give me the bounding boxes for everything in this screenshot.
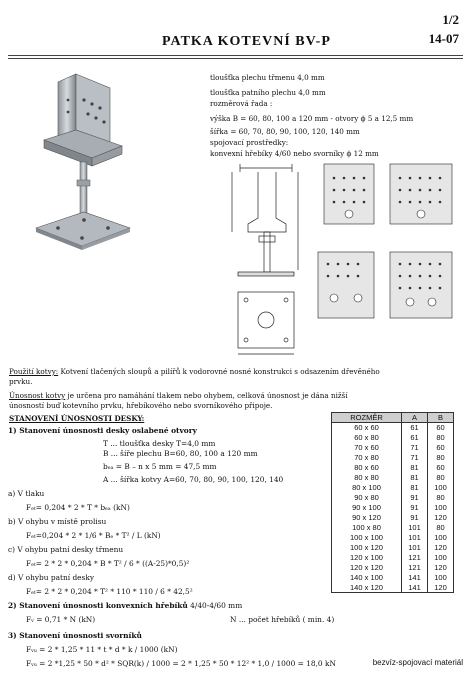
table-cell-a: 121 (402, 553, 428, 563)
calc-heading-1: 1) Stanovení únosnosti desky oslabené otvory (8, 426, 197, 435)
table-row (332, 453, 454, 463)
column-header-b: B (428, 413, 454, 423)
page-title: PATKA KOTEVNÍ BV-P (162, 34, 331, 49)
table-cell-b: 80 (428, 473, 454, 483)
table-cell-a: 91 (402, 513, 428, 523)
section-title: STANOVENÍ ÚNOSNOSTI DESKY: (9, 414, 145, 423)
table-cell-b: 80 (428, 493, 454, 503)
table-cell-size: 100 x 80 (332, 523, 402, 533)
usage-paragraph (9, 367, 384, 387)
table-cell-a: 91 (402, 503, 428, 513)
calc-b-line: B ... šíře plechu B=60, 80, 100 a 120 mm (103, 449, 258, 458)
spec-line: tloušťka patního plechu 4,0 mm (210, 88, 326, 97)
table-cell-size: 80 x 100 (332, 483, 402, 493)
calc-a-line: A ... šířka kotvy A=60, 70, 80, 90, 100, 120, 140 (103, 475, 284, 484)
table-cell-size: 140 x 100 (332, 573, 402, 583)
table-cell-b: 60 (428, 463, 454, 473)
table-cell-size: 70 x 60 (332, 443, 402, 453)
table-cell-b: 100 (428, 483, 454, 493)
table-cell-a: 61 (402, 433, 428, 443)
technical-drawing-side (222, 160, 307, 360)
table-cell-size: 90 x 80 (332, 493, 402, 503)
header-rule-2 (8, 58, 463, 59)
product-photo (18, 70, 143, 255)
table-row (332, 443, 454, 453)
calc-a-formula: Fₑₜ= 0,204 * 2 * T * bₑₐ (kN) (26, 503, 130, 512)
table-cell-size: 100 x 120 (332, 543, 402, 553)
table-cell-size: 140 x 120 (332, 583, 402, 593)
table-cell-size: 60 x 80 (332, 433, 402, 443)
calc-c-heading: c) V ohybu patní desky třmenu (8, 545, 124, 554)
product-code: 14-07 (428, 31, 459, 46)
table-row (332, 513, 454, 523)
calc-heading-3: 3) Stanovení únosnosti svorníků (8, 631, 142, 640)
table-cell-a: 141 (402, 583, 428, 593)
table-row (332, 493, 454, 503)
table-row (332, 583, 454, 593)
table-cell-a: 101 (402, 543, 428, 553)
table-cell-size: 120 x 100 (332, 553, 402, 563)
calc-nail-line (8, 615, 336, 625)
table-cell-b: 120 (428, 563, 454, 573)
calc-t-line: T ... tloušťka desky T=4,0 mm (103, 439, 216, 448)
table-cell-b: 80 (428, 433, 454, 443)
calc-heading-2: 2) Stanovení únosnosti konvexních hřebíků (8, 601, 188, 610)
table-row (332, 543, 454, 553)
table-cell-size: 90 x 100 (332, 503, 402, 513)
table-cell-size: 60 x 60 (332, 423, 402, 433)
calc-section-1 (8, 426, 336, 669)
capacity-paragraph (9, 391, 384, 411)
spec-line: konvexní hřebíky 4/60 nebo svorníky ϕ 12 mm (210, 149, 379, 158)
calc-b-heading: b) V ohybu v místě prolisu (8, 517, 107, 526)
table-cell-size: 90 x 120 (332, 513, 402, 523)
table-cell-size: 120 x 120 (332, 563, 402, 573)
table-row (332, 523, 454, 533)
table-cell-a: 81 (402, 473, 428, 483)
table-row (332, 553, 454, 563)
page-number: 1/2 (442, 12, 459, 27)
table-cell-b: 120 (428, 583, 454, 593)
table-cell-a: 81 (402, 463, 428, 473)
table-cell-size: 80 x 60 (332, 463, 402, 473)
table-cell-b: 80 (428, 523, 454, 533)
spec-line: výška B = 60, 80, 100 a 120 mm - otvory ϕ 5 a 12,5 mm (210, 114, 414, 123)
table-cell-a: 61 (402, 423, 428, 433)
table-cell-b: 120 (428, 543, 454, 553)
table-row (332, 463, 454, 473)
calc-heading-2-sub: 4/40-4/60 mm (187, 601, 243, 610)
column-header-a: A (402, 413, 428, 423)
usage-label: Použití kotvy: (9, 367, 59, 376)
capacity-text: je určena pro namáhání tlakem nebo ohybem, celková únosnost je dána nižší únosností buď kotevního prvku, hřebíkového nebo svorníkového připoje. (9, 391, 348, 410)
table-cell-b: 100 (428, 573, 454, 583)
footer-text: bezvíz-spojovací materiál (372, 658, 463, 667)
calc-a-heading: a) V tlaku (8, 489, 45, 498)
calc-nail-formula: Fᵥ = 0,71 * N (kN) (26, 615, 96, 624)
spec-line: šířka = 60, 70, 80, 90, 100, 120, 140 mm (210, 127, 360, 136)
calc-d-heading: d) V ohybu patní desky (8, 573, 95, 582)
table-cell-b: 80 (428, 453, 454, 463)
table-cell-a: 101 (402, 533, 428, 543)
calc-nail-note: N ... počet hřebíků ( min. 4) (230, 615, 335, 624)
calc-d-formula: Fₑₜ= 2 * 2 * 0,204 * T² * 110 * 110 / 6 * 42,5² (26, 587, 193, 596)
dimensions-table (331, 412, 454, 593)
page-number-block (429, 10, 459, 48)
table-cell-size: 100 x 100 (332, 533, 402, 543)
table-cell-a: 71 (402, 453, 428, 463)
table-cell-a: 81 (402, 483, 428, 493)
table-cell-b: 120 (428, 513, 454, 523)
table-row (332, 473, 454, 483)
table-row (332, 503, 454, 513)
table-row (332, 483, 454, 493)
calc-bw-line: bₑₐ = B – n x 5 mm = 47,5 mm (103, 462, 217, 471)
usage-text: Kotvení tlačených sloupů a pilířů k vodorovné nosné konstrukci s odsazením dřevěného prvku. (9, 367, 380, 386)
table-cell-b: 100 (428, 503, 454, 513)
table-row (332, 423, 454, 433)
spec-line: rozměrová řada : (210, 99, 273, 108)
table-row (332, 433, 454, 443)
table-cell-a: 71 (402, 443, 428, 453)
table-body (332, 423, 454, 593)
column-header-size: ROZMĚR (332, 413, 402, 423)
table-cell-b: 100 (428, 553, 454, 563)
table-cell-a: 101 (402, 523, 428, 533)
calc-bolt-formula-1: Fᵥᵤ = 2 * 1,25 * 11 * t * d * k / 1000 (kN) (26, 645, 178, 654)
calc-b-formula: Fₑₜ=0,204 * 2 * 1/6 * Bₑ * T² / L (kN) (26, 531, 161, 540)
table-row (332, 573, 454, 583)
table-cell-b: 60 (428, 423, 454, 433)
table-cell-b: 60 (428, 443, 454, 453)
table-cell-size: 70 x 80 (332, 453, 402, 463)
spec-line: spojovací prostředky: (210, 138, 289, 147)
calc-bolt-formula-2: Fᵥᵤ = 2 *1,25 * 50 * d² * SQR(k) / 1000 = 2 * 1,25 * 50 * 12² * 1,0 / 1000 = 18,0 kN (26, 659, 336, 668)
table-cell-b: 100 (428, 533, 454, 543)
spec-line: tloušťka plechu třmenu 4,0 mm (210, 73, 325, 82)
table-cell-a: 141 (402, 573, 428, 583)
calc-heading-2-line (8, 601, 336, 611)
table-cell-a: 91 (402, 493, 428, 503)
table-row (332, 563, 454, 573)
technical-drawing-plates (310, 160, 460, 325)
table-cell-a: 121 (402, 563, 428, 573)
table-row (332, 533, 454, 543)
spec-list (210, 72, 413, 159)
header-rule (8, 55, 463, 56)
table-header-row (332, 413, 454, 423)
calc-c-formula: Fₑₜ= 2 * 2 * 0,204 * B * T² / 6 * ((A-25)*0,5)² (26, 559, 190, 568)
table-cell-size: 80 x 80 (332, 473, 402, 483)
capacity-label: Únosnost kotvy (9, 391, 66, 400)
